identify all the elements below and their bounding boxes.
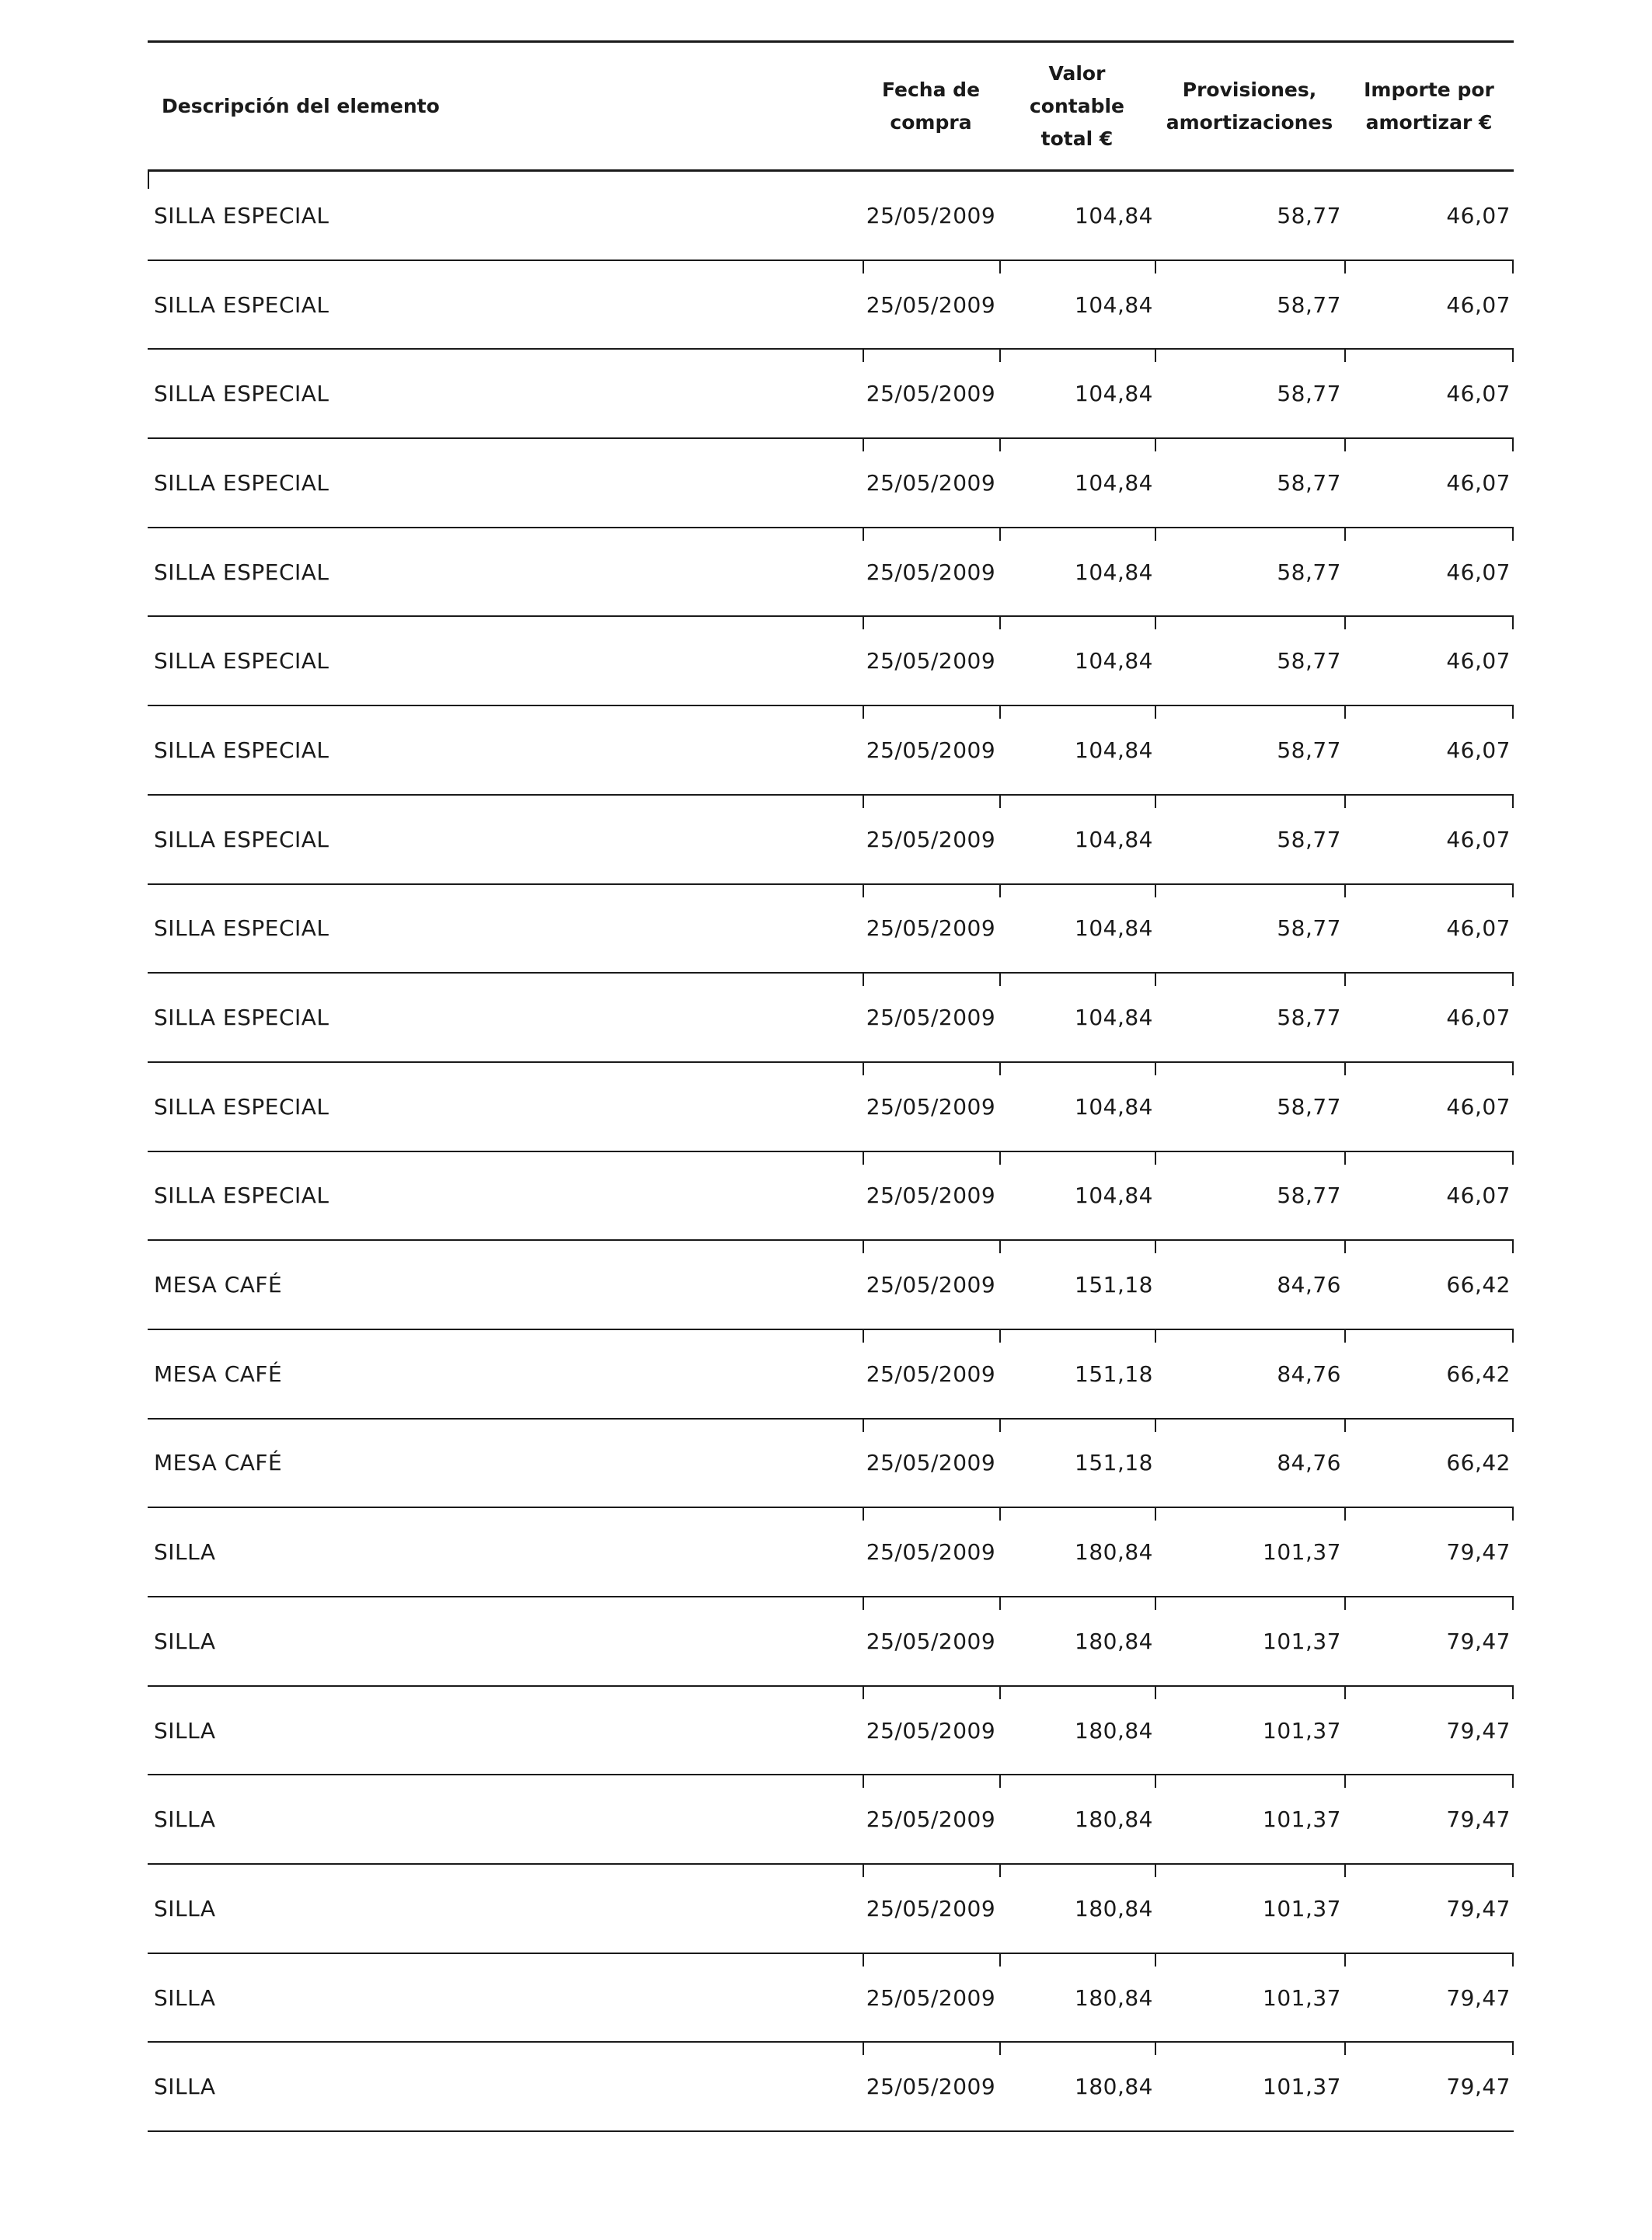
cell-remaining-amount: 46,07 <box>1446 202 1511 228</box>
cell-provisions: 58,77 <box>1277 1005 1341 1031</box>
table-row <box>148 439 1514 528</box>
cell-provisions: 58,77 <box>1277 202 1341 228</box>
cell-remaining-amount: 46,07 <box>1446 291 1511 318</box>
cell-remaining-amount: 46,07 <box>1446 737 1511 763</box>
table-row <box>148 1865 1514 1954</box>
cell-book-value: 151,18 <box>1075 1272 1153 1298</box>
table-row <box>148 1330 1514 1420</box>
cell-description: MESA CAFÉ <box>154 1450 283 1476</box>
cell-purchase-date: 25/05/2009 <box>866 1005 996 1031</box>
cell-remaining-amount: 79,47 <box>1446 2074 1511 2100</box>
cell-book-value: 151,18 <box>1075 1450 1153 1476</box>
cell-book-value: 104,84 <box>1075 737 1153 763</box>
column-tick <box>1512 1687 1514 1699</box>
table-row <box>148 1063 1514 1152</box>
cell-provisions: 84,76 <box>1277 1450 1341 1476</box>
column-tick <box>1512 1865 1514 1877</box>
cell-provisions: 101,37 <box>1263 1895 1341 1921</box>
cell-purchase-date: 25/05/2009 <box>866 559 996 585</box>
cell-provisions: 101,37 <box>1263 1717 1341 1744</box>
cell-book-value: 104,84 <box>1075 1093 1153 1120</box>
cell-purchase-date: 25/05/2009 <box>866 469 996 496</box>
table-row <box>148 617 1514 706</box>
cell-purchase-date: 25/05/2009 <box>866 202 996 228</box>
cell-book-value: 104,84 <box>1075 381 1153 407</box>
header-remaining-amount: Importe por amortizar € <box>1364 78 1494 134</box>
cell-provisions: 101,37 <box>1263 2074 1341 2100</box>
cell-remaining-amount: 46,07 <box>1446 559 1511 585</box>
cell-book-value: 104,84 <box>1075 648 1153 674</box>
cell-description: SILLA <box>154 1895 216 1921</box>
row-corner-mark <box>148 172 149 189</box>
cell-remaining-amount: 46,07 <box>1446 1183 1511 1209</box>
table-row <box>148 172 1514 261</box>
cell-remaining-amount: 66,42 <box>1446 1360 1511 1387</box>
cell-remaining-amount: 79,47 <box>1446 1628 1511 1654</box>
cell-purchase-date: 25/05/2009 <box>866 2074 996 2100</box>
column-tick <box>1512 528 1514 541</box>
cell-purchase-date: 25/05/2009 <box>866 737 996 763</box>
table-row <box>148 528 1514 618</box>
cell-provisions: 58,77 <box>1277 826 1341 852</box>
cell-purchase-date: 25/05/2009 <box>866 1450 996 1476</box>
cell-description: SILLA <box>154 1984 216 2011</box>
cell-purchase-date: 25/05/2009 <box>866 915 996 942</box>
cell-description: SILLA ESPECIAL <box>154 826 329 852</box>
column-tick <box>1512 885 1514 897</box>
column-tick <box>1512 2043 1514 2055</box>
cell-description: MESA CAFÉ <box>154 1272 283 1298</box>
cell-provisions: 101,37 <box>1263 1984 1341 2011</box>
cell-remaining-amount: 46,07 <box>1446 648 1511 674</box>
header-purchase-date: Fecha de compra <box>881 78 981 134</box>
header-book-value: Valor contable total € <box>1029 61 1125 150</box>
table-row <box>148 796 1514 885</box>
cell-provisions: 58,77 <box>1277 559 1341 585</box>
cell-remaining-amount: 46,07 <box>1446 1005 1511 1031</box>
cell-remaining-amount: 79,47 <box>1446 1806 1511 1833</box>
cell-book-value: 104,84 <box>1075 826 1153 852</box>
column-tick <box>1512 439 1514 451</box>
cell-purchase-date: 25/05/2009 <box>866 1183 996 1209</box>
cell-remaining-amount: 79,47 <box>1446 1717 1511 1744</box>
column-tick <box>1512 350 1514 362</box>
cell-remaining-amount: 46,07 <box>1446 1093 1511 1120</box>
column-tick <box>1512 1241 1514 1253</box>
cell-purchase-date: 25/05/2009 <box>866 291 996 318</box>
cell-description: SILLA ESPECIAL <box>154 737 329 763</box>
cell-purchase-date: 25/05/2009 <box>866 1717 996 1744</box>
cell-description: SILLA ESPECIAL <box>154 915 329 942</box>
cell-description: SILLA ESPECIAL <box>154 1093 329 1120</box>
cell-book-value: 180,84 <box>1075 1717 1153 1744</box>
cell-provisions: 101,37 <box>1263 1539 1341 1566</box>
cell-purchase-date: 25/05/2009 <box>866 1360 996 1387</box>
cell-remaining-amount: 66,42 <box>1446 1272 1511 1298</box>
cell-description: SILLA ESPECIAL <box>154 648 329 674</box>
table-row <box>148 706 1514 796</box>
column-tick <box>1512 706 1514 719</box>
cell-description: SILLA ESPECIAL <box>154 381 329 407</box>
column-tick <box>1512 1597 1514 1610</box>
table-row <box>148 885 1514 974</box>
cell-description: SILLA <box>154 2074 216 2100</box>
cell-description: SILLA <box>154 1539 216 1566</box>
asset-table <box>148 40 1514 2132</box>
cell-purchase-date: 25/05/2009 <box>866 1539 996 1566</box>
cell-description: SILLA ESPECIAL <box>154 1183 329 1209</box>
cell-book-value: 180,84 <box>1075 2074 1153 2100</box>
column-tick <box>1512 261 1514 273</box>
column-tick <box>1512 1063 1514 1075</box>
cell-book-value: 180,84 <box>1075 1628 1153 1654</box>
cell-provisions: 58,77 <box>1277 381 1341 407</box>
column-tick <box>1512 974 1514 986</box>
column-tick <box>1512 796 1514 808</box>
cell-provisions: 58,77 <box>1277 1183 1341 1209</box>
column-tick <box>1512 1152 1514 1165</box>
cell-description: SILLA ESPECIAL <box>154 559 329 585</box>
cell-remaining-amount: 46,07 <box>1446 826 1511 852</box>
column-tick <box>1512 1420 1514 1432</box>
column-tick <box>1512 1775 1514 1788</box>
cell-description: MESA CAFÉ <box>154 1360 283 1387</box>
table-body <box>148 172 1514 2132</box>
cell-book-value: 104,84 <box>1075 559 1153 585</box>
cell-description: SILLA ESPECIAL <box>154 202 329 228</box>
header-description: Descripción del elemento <box>162 94 440 117</box>
table-row <box>148 1420 1514 1509</box>
column-tick <box>1512 617 1514 629</box>
cell-book-value: 104,84 <box>1075 202 1153 228</box>
cell-description: SILLA <box>154 1806 216 1833</box>
cell-provisions: 58,77 <box>1277 915 1341 942</box>
cell-provisions: 58,77 <box>1277 648 1341 674</box>
cell-purchase-date: 25/05/2009 <box>866 1984 996 2011</box>
cell-book-value: 151,18 <box>1075 1360 1153 1387</box>
cell-book-value: 180,84 <box>1075 1895 1153 1921</box>
cell-book-value: 104,84 <box>1075 1005 1153 1031</box>
cell-purchase-date: 25/05/2009 <box>866 1272 996 1298</box>
table-row <box>148 1597 1514 1687</box>
cell-book-value: 180,84 <box>1075 1984 1153 2011</box>
table-row <box>148 1775 1514 1865</box>
table-row <box>148 1508 1514 1597</box>
cell-provisions: 84,76 <box>1277 1360 1341 1387</box>
column-tick <box>1512 1954 1514 1967</box>
table-row <box>148 1152 1514 1242</box>
cell-provisions: 84,76 <box>1277 1272 1341 1298</box>
table-header <box>148 40 1514 172</box>
table-row <box>148 2043 1514 2132</box>
cell-purchase-date: 25/05/2009 <box>866 1093 996 1120</box>
cell-description: SILLA <box>154 1628 216 1654</box>
cell-purchase-date: 25/05/2009 <box>866 1895 996 1921</box>
table-row <box>148 974 1514 1063</box>
cell-remaining-amount: 79,47 <box>1446 1895 1511 1921</box>
cell-purchase-date: 25/05/2009 <box>866 1628 996 1654</box>
cell-book-value: 104,84 <box>1075 1183 1153 1209</box>
cell-remaining-amount: 79,47 <box>1446 1984 1511 2011</box>
cell-description: SILLA ESPECIAL <box>154 469 329 496</box>
cell-purchase-date: 25/05/2009 <box>866 1806 996 1833</box>
column-tick <box>1512 1330 1514 1343</box>
table-row <box>148 261 1514 350</box>
cell-remaining-amount: 79,47 <box>1446 1539 1511 1566</box>
table-row <box>148 1687 1514 1776</box>
cell-provisions: 58,77 <box>1277 737 1341 763</box>
cell-book-value: 180,84 <box>1075 1806 1153 1833</box>
cell-purchase-date: 25/05/2009 <box>866 381 996 407</box>
column-tick <box>1512 1508 1514 1521</box>
cell-remaining-amount: 46,07 <box>1446 381 1511 407</box>
cell-provisions: 101,37 <box>1263 1806 1341 1833</box>
table-row <box>148 350 1514 439</box>
cell-provisions: 101,37 <box>1263 1628 1341 1654</box>
table-row <box>148 1241 1514 1330</box>
header-provisions: Provisiones, amortizaciones <box>1166 78 1333 134</box>
cell-book-value: 104,84 <box>1075 915 1153 942</box>
cell-remaining-amount: 46,07 <box>1446 469 1511 496</box>
cell-purchase-date: 25/05/2009 <box>866 648 996 674</box>
cell-remaining-amount: 66,42 <box>1446 1450 1511 1476</box>
cell-remaining-amount: 46,07 <box>1446 915 1511 942</box>
table-row <box>148 1954 1514 2043</box>
cell-description: SILLA <box>154 1717 216 1744</box>
cell-description: SILLA ESPECIAL <box>154 1005 329 1031</box>
cell-book-value: 104,84 <box>1075 291 1153 318</box>
cell-provisions: 58,77 <box>1277 469 1341 496</box>
cell-book-value: 104,84 <box>1075 469 1153 496</box>
cell-provisions: 58,77 <box>1277 1093 1341 1120</box>
cell-description: SILLA ESPECIAL <box>154 291 329 318</box>
cell-book-value: 180,84 <box>1075 1539 1153 1566</box>
cell-purchase-date: 25/05/2009 <box>866 826 996 852</box>
cell-provisions: 58,77 <box>1277 291 1341 318</box>
